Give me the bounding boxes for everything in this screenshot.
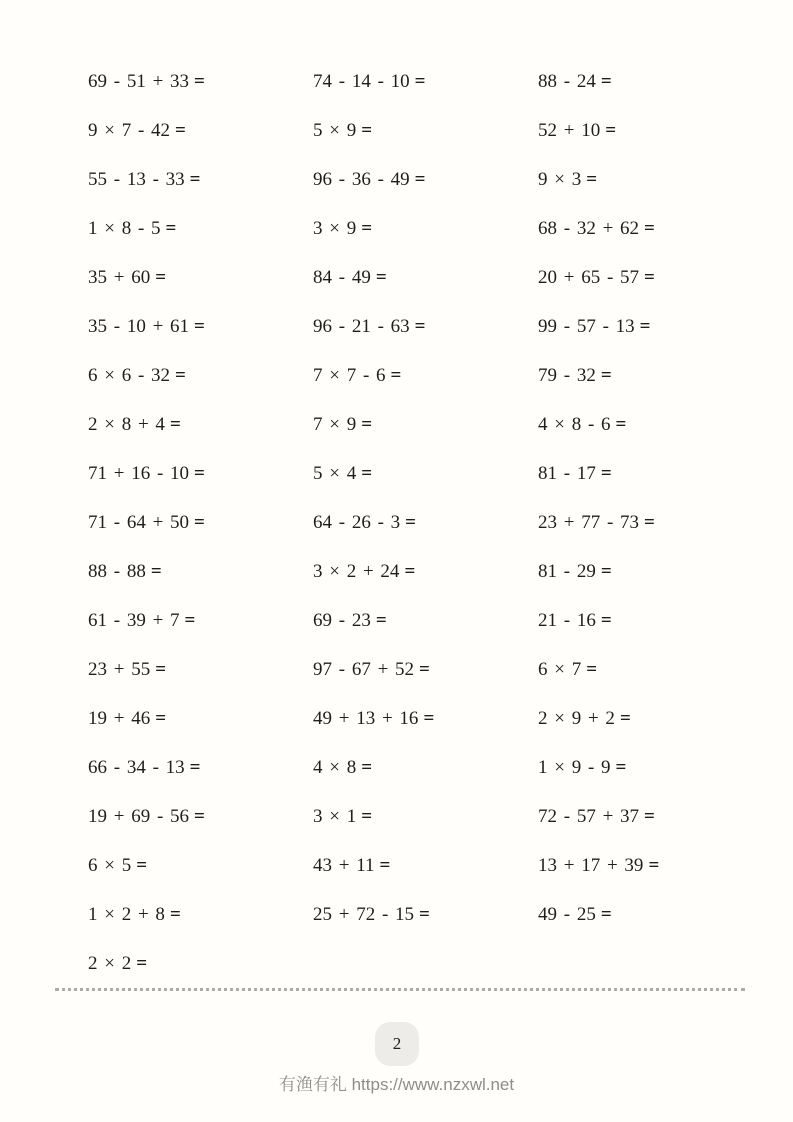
problem-expression: 49 + 13 + 16 <box>313 707 419 729</box>
problem-expression: 43 + 11 <box>313 854 375 876</box>
equals-sign: = <box>419 903 430 925</box>
problem-expression: 69 - 23 <box>313 609 371 631</box>
problem-expression: 1 × 2 + 8 <box>88 903 165 925</box>
equals-sign: = <box>615 413 627 435</box>
problem-cell <box>88 953 313 975</box>
footer-site-text: 有渔有礼 https://www.nzxwl.net <box>278 1075 515 1094</box>
problem-expression: 6 × 5 <box>88 854 132 876</box>
problem-expression: 9 × 3 <box>538 168 582 190</box>
problem-cell <box>538 218 765 240</box>
equals-sign: = <box>194 70 205 92</box>
problem-cell <box>88 365 313 387</box>
page-number: 2 <box>392 1034 402 1053</box>
problem-cell <box>313 71 538 93</box>
problem-expression: 9 × 7 - 42 <box>88 119 171 141</box>
problem-cell <box>88 904 313 926</box>
problem-expression: 71 + 16 - 10 <box>88 462 190 484</box>
equals-sign: = <box>379 854 391 876</box>
problem-expression: 61 - 39 + 7 <box>88 609 180 631</box>
equals-sign: = <box>615 756 627 778</box>
equals-sign: = <box>169 413 181 435</box>
problem-expression: 72 - 57 + 37 <box>538 805 640 827</box>
dotted-divider <box>55 988 745 991</box>
problem-expression: 21 - 16 <box>538 609 596 631</box>
problem-expression: 7 × 9 <box>313 413 357 435</box>
problem-cell <box>88 463 313 485</box>
problem-expression: 84 - 49 <box>313 266 371 288</box>
problem-expression: 3 × 2 + 24 <box>313 560 400 582</box>
problem-cell <box>538 316 765 338</box>
equals-sign: = <box>194 805 205 827</box>
equals-sign: = <box>600 560 612 582</box>
equals-sign: = <box>136 952 148 974</box>
problem-expression: 96 - 36 - 49 <box>313 168 410 190</box>
problem-expression: 20 + 65 - 57 <box>538 266 640 288</box>
problem-expression: 88 - 24 <box>538 70 596 92</box>
problem-cell <box>313 267 538 289</box>
problem-cell <box>88 561 313 583</box>
equals-sign: = <box>361 119 373 141</box>
equals-sign: = <box>419 658 430 680</box>
equals-sign: = <box>189 168 201 190</box>
problem-cell <box>538 414 765 436</box>
equals-sign: = <box>155 658 167 680</box>
equals-sign: = <box>600 462 612 484</box>
equals-sign: = <box>361 756 373 778</box>
problem-cell <box>538 169 765 191</box>
problem-cell <box>313 659 538 681</box>
equals-sign: = <box>361 413 373 435</box>
equals-sign: = <box>648 854 660 876</box>
problem-cell <box>538 757 765 779</box>
problem-expression: 66 - 34 - 13 <box>88 756 185 778</box>
problem-cell <box>88 267 313 289</box>
problem-cell <box>538 365 765 387</box>
equals-sign: = <box>404 560 416 582</box>
problem-cell <box>88 512 313 534</box>
problem-expression: 23 + 55 <box>88 658 151 680</box>
problem-cell <box>538 904 765 926</box>
equals-sign: = <box>361 805 373 827</box>
problem-cell <box>313 316 538 338</box>
problem-cell <box>313 218 538 240</box>
page-number-badge <box>375 1022 419 1066</box>
problem-expression: 1 × 8 - 5 <box>88 217 161 239</box>
problem-cell <box>313 806 538 828</box>
equals-sign: = <box>390 364 402 386</box>
equals-sign: = <box>644 805 655 827</box>
equals-sign: = <box>405 511 416 533</box>
problem-cell <box>313 904 538 926</box>
problem-expression: 3 × 9 <box>313 217 357 239</box>
problem-expression: 6 × 6 - 32 <box>88 364 171 386</box>
problem-expression: 81 - 17 <box>538 462 596 484</box>
equals-sign: = <box>375 609 387 631</box>
problem-cell <box>313 365 538 387</box>
problem-expression: 35 - 10 + 61 <box>88 315 190 337</box>
problem-expression: 19 + 69 - 56 <box>88 805 190 827</box>
problem-cell <box>313 512 538 534</box>
problem-expression: 1 × 9 - 9 <box>538 756 611 778</box>
problem-cell <box>88 414 313 436</box>
problem-cell <box>313 169 538 191</box>
equals-sign: = <box>361 217 373 239</box>
problem-expression: 88 - 88 <box>88 560 146 582</box>
equals-sign: = <box>644 511 655 533</box>
problem-expression: 55 - 13 - 33 <box>88 168 185 190</box>
problem-cell <box>313 855 538 877</box>
equals-sign: = <box>194 511 205 533</box>
problem-expression: 68 - 32 + 62 <box>538 217 640 239</box>
equals-sign: = <box>194 462 205 484</box>
equals-sign: = <box>619 707 631 729</box>
equals-sign: = <box>169 903 181 925</box>
equals-sign: = <box>644 217 655 239</box>
problem-expression: 5 × 9 <box>313 119 357 141</box>
problem-expression: 2 × 9 + 2 <box>538 707 615 729</box>
equals-sign: = <box>165 217 177 239</box>
equals-sign: = <box>600 70 612 92</box>
problem-expression: 7 × 7 - 6 <box>313 364 386 386</box>
equals-sign: = <box>194 315 205 337</box>
problem-cell <box>88 708 313 730</box>
equals-sign: = <box>600 903 612 925</box>
equals-sign: = <box>375 266 387 288</box>
problem-expression: 6 × 7 <box>538 658 582 680</box>
equals-sign: = <box>586 168 598 190</box>
problem-expression: 13 + 17 + 39 <box>538 854 644 876</box>
problem-cell <box>88 316 313 338</box>
problem-cell <box>88 659 313 681</box>
equals-sign: = <box>155 266 167 288</box>
problem-cell <box>538 71 765 93</box>
problem-cell <box>88 806 313 828</box>
problem-expression: 71 - 64 + 50 <box>88 511 190 533</box>
problem-cell <box>313 757 538 779</box>
equals-sign: = <box>414 168 426 190</box>
equals-sign: = <box>600 364 612 386</box>
problem-expression: 96 - 21 - 63 <box>313 315 410 337</box>
problem-cell <box>538 610 765 632</box>
problem-expression: 25 + 72 - 15 <box>313 903 415 925</box>
problem-expression: 49 - 25 <box>538 903 596 925</box>
problem-cell <box>538 855 765 877</box>
problem-expression: 74 - 14 - 10 <box>313 70 410 92</box>
problem-expression: 52 + 10 <box>538 119 601 141</box>
problem-cell <box>538 561 765 583</box>
problem-cell <box>538 267 765 289</box>
problem-expression: 99 - 57 - 13 <box>538 315 635 337</box>
equals-sign: = <box>155 707 167 729</box>
problem-expression: 19 + 46 <box>88 707 151 729</box>
equals-sign: = <box>423 707 435 729</box>
equals-sign: = <box>586 658 598 680</box>
problem-cell <box>538 120 765 142</box>
problem-expression: 35 + 60 <box>88 266 151 288</box>
problem-cell <box>88 610 313 632</box>
problem-cell <box>88 218 313 240</box>
equals-sign: = <box>414 70 426 92</box>
equals-sign: = <box>175 119 186 141</box>
problem-cell <box>313 463 538 485</box>
problem-cell <box>538 708 765 730</box>
problem-cell <box>313 120 538 142</box>
problem-expression: 3 × 1 <box>313 805 357 827</box>
problem-cell <box>88 71 313 93</box>
problem-expression: 4 × 8 - 6 <box>538 413 611 435</box>
equals-sign: = <box>175 364 186 386</box>
problem-grid <box>88 57 765 988</box>
problem-cell <box>88 169 313 191</box>
problem-cell <box>88 120 313 142</box>
problem-expression: 5 × 4 <box>313 462 357 484</box>
equals-sign: = <box>184 609 196 631</box>
problem-cell <box>538 463 765 485</box>
problem-expression: 79 - 32 <box>538 364 596 386</box>
problem-expression: 64 - 26 - 3 <box>313 511 401 533</box>
equals-sign: = <box>605 119 617 141</box>
equals-sign: = <box>644 266 655 288</box>
equals-sign: = <box>136 854 148 876</box>
problem-expression: 4 × 8 <box>313 756 357 778</box>
equals-sign: = <box>189 756 201 778</box>
problem-cell <box>313 561 538 583</box>
equals-sign: = <box>414 315 426 337</box>
problem-cell <box>538 512 765 534</box>
problem-cell <box>313 610 538 632</box>
problem-expression: 81 - 29 <box>538 560 596 582</box>
problem-cell <box>88 757 313 779</box>
problem-cell <box>88 855 313 877</box>
equals-sign: = <box>150 560 162 582</box>
equals-sign: = <box>600 609 612 631</box>
equals-sign: = <box>361 462 373 484</box>
equals-sign: = <box>639 315 651 337</box>
problem-cell <box>538 659 765 681</box>
problem-cell <box>313 708 538 730</box>
problem-expression: 97 - 67 + 52 <box>313 658 415 680</box>
problem-expression: 2 × 8 + 4 <box>88 413 165 435</box>
problem-cell <box>538 806 765 828</box>
problem-expression: 2 × 2 <box>88 952 132 974</box>
problem-expression: 23 + 77 - 73 <box>538 511 640 533</box>
problem-cell <box>313 414 538 436</box>
problem-expression: 69 - 51 + 33 <box>88 70 190 92</box>
